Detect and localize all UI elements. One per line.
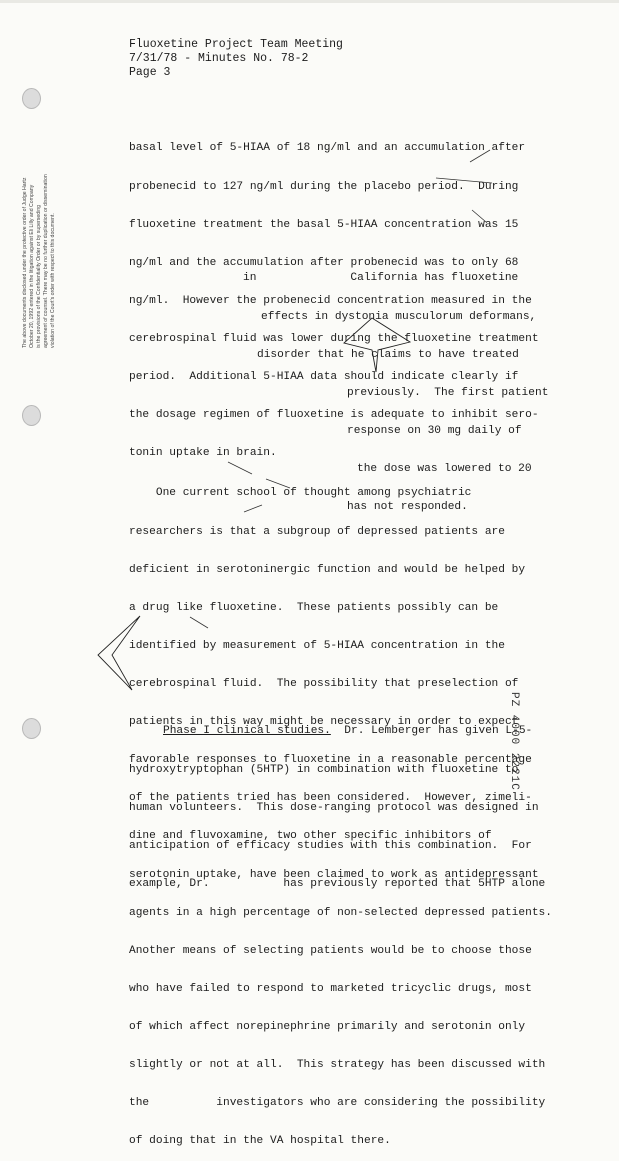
text-line: the investigators who are considering the possibility xyxy=(129,1097,546,1110)
text-line: the dosage regimen of fluoxetine is adequate to inhibit sero- xyxy=(129,409,539,422)
text-line: period. Additional 5-HIAA data should indicate clearly if xyxy=(129,371,519,384)
text-line: has not responded. xyxy=(347,501,468,514)
text-line: slightly or not at all. This strategy has been discussed with xyxy=(129,1059,546,1072)
text-line: cerebrospinal fluid. The possibility that preselection of xyxy=(129,677,519,690)
text-line: One current school of thought among psychiatric xyxy=(129,487,472,500)
text-line: basal level of 5-HIAA of 18 ng/ml and an accumulation after xyxy=(129,142,526,155)
text-line: of which affect norepinephrine primarily and serotonin only xyxy=(129,1020,526,1033)
text-line: agents in a high percentage of non-selected depressed patients. xyxy=(129,906,552,919)
memo-title: Fluoxetine Project Team Meeting xyxy=(129,38,343,51)
memo-header xyxy=(129,38,343,80)
text-line: tonin uptake in brain. xyxy=(129,447,277,460)
text-line: of doing that in the VA hospital there. xyxy=(129,1135,391,1148)
text-line: Another means of selecting patients would be to choose those xyxy=(129,944,532,957)
text-line: cerebrospinal fluid was lower during the fluoxetine treatment xyxy=(129,332,539,345)
text-line: previously. The first patient xyxy=(347,386,549,399)
text-line: the dose was lowered to 20 xyxy=(357,462,532,475)
text-line: hydroxytryptophan (5HTP) in combination with fluoxetine to xyxy=(129,763,519,776)
text-line xyxy=(129,725,545,738)
text-line: effects in dystonia musculorum deformans, xyxy=(261,310,537,323)
text-line: fluoxetine treatment the basal 5-HIAA concentration was 15 xyxy=(129,218,519,231)
memo-page-number: Page 3 xyxy=(129,66,171,79)
text-line: probenecid to 127 ng/ml during the placebo period. During xyxy=(129,180,519,193)
punch-hole-bottom xyxy=(22,718,41,739)
text-line: favorable responses to fluoxetine in a reasonable percentage xyxy=(129,754,532,767)
text-line: human volunteers. This dose-ranging protocol was designed in xyxy=(129,801,539,814)
text-line: response on 30 mg daily of xyxy=(347,424,522,437)
text-line: identified by measurement of 5-HIAA concentration in the xyxy=(129,639,505,652)
text-line: of the patients tried has been considered. However, zimeli- xyxy=(129,792,532,805)
heading-continuation: Dr. Lemberger has given L-5- xyxy=(330,725,533,738)
bates-number: PZ 4000 2221C xyxy=(508,692,520,791)
text-line: researchers is that a subgroup of depressed patients are xyxy=(129,525,505,538)
text-line: patients in this way might be necessary in order to expect xyxy=(129,716,519,729)
text-line: dine and fluvoxamine, two other specific inhibitors of xyxy=(129,830,492,843)
text-line: who have failed to respond to marketed tricyclic drugs, most xyxy=(129,982,532,995)
text-line: deficient in serotoninergic function and would be helped by xyxy=(129,563,526,576)
text-line: ng/ml and the accumulation after probenecid was to only 68 xyxy=(129,256,519,269)
text-line: serotonin uptake, have been claimed to work as antidepressant xyxy=(129,868,539,881)
text-line: example, Dr. has previously reported that 5HTP alone xyxy=(129,877,546,890)
memo-date-minutes: 7/31/78 - Minutes No. 78-2 xyxy=(129,52,309,65)
text-line: anticipation of efficacy studies with this combination. For xyxy=(129,839,532,852)
text-line: a drug like fluoxetine. These patients possibly can be xyxy=(129,601,499,614)
text-line: in California has fluoxetine xyxy=(243,272,519,285)
page-top-edge xyxy=(0,0,619,3)
confidentiality-note: The above documents disclosed under the protective order of Judge Hartz October 20, 1992 entered in the litigation against Eli Lilly and Company is the provisions of the Confidentiality Order or by superseding agreement of counsel. There may be no further duplication or dissemination violation of the Court's order with respect to this document. xyxy=(22,174,56,348)
paragraph-phase-one xyxy=(129,700,545,903)
punch-hole-middle xyxy=(22,405,41,426)
punch-hole-top xyxy=(22,88,41,109)
text-line: disorder that he claims to have treated xyxy=(257,348,519,361)
section-heading: Phase I clinical studies. xyxy=(163,725,331,738)
text-line: ng/ml. However the probenecid concentration measured in the xyxy=(129,294,532,307)
